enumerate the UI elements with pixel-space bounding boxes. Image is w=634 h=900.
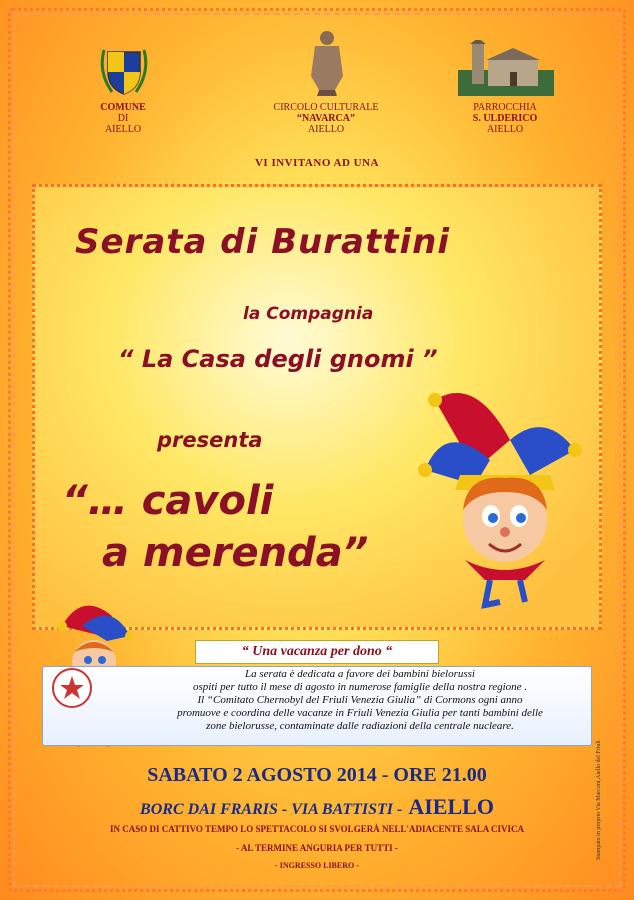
event-title: Serata di Burattini [75,222,450,262]
sponsor-comune [48,102,198,135]
comune-crest-icon [98,46,150,98]
roman-statue-icon [305,30,347,98]
sponsor-comune-line3: AIELLO [104,124,142,135]
presenta-label: presenta [157,428,263,452]
free-entry-note: - INGRESSO LIBERO - [275,861,359,870]
charity-line: zone bielorusse, contaminate dalle radiazioni della centrale nucleare. [206,720,514,732]
sponsor-comune-line2: DI [117,113,129,124]
sponsor-comune-line1: COMUNE [100,102,146,113]
printer-note: Stampato in proprio Via Marconi,Aiello del Friuli [596,740,602,860]
address-street: BORC DAI FRARIS - VIA BATTISTI - [140,801,403,818]
sponsor-parrocchia [430,102,580,135]
watermelon-note: - AL TERMINE ANGURIA PER TUTTI - [236,843,398,853]
sponsor-circolo [251,102,401,135]
bad-weather-note: IN CASO DI CATTIVO TEMPO LO SPETTACOLO SI SVOLGERÀ NELL'ADIACENTE SALA CIVICA [110,824,524,834]
company-label: la Compagnia [243,304,374,324]
sponsor-parrocchia-line2: S. ULDERICO [472,113,538,124]
star-icon [54,670,90,706]
sponsor-circolo-line3: AIELLO [307,124,345,135]
chernobyl-committee-stamp [52,668,92,708]
show-title-line1: “… cavoli [62,478,274,524]
invite-text: VI INVITANO AD UNA [254,157,379,169]
sponsor-parrocchia-line3: AIELLO [486,124,524,135]
jester-puppet-icon [405,380,590,610]
charity-line: La serata è dedicata a favore dei bambini bielorussi [245,668,475,680]
charity-line: Il “Comitato Chernobyl del Friuli Venezia Giulia” di Cormons ogni anno [197,694,523,706]
charity-text [140,668,580,733]
sponsor-circolo-line1: CIRCOLO CULTURALE [273,102,379,113]
church-icon [458,40,554,96]
event-address [0,794,634,820]
charity-title: “ Una vacanza per dono “ [195,640,439,664]
show-title-line2: a merenda” [102,530,369,576]
address-town: AIELLO [408,794,494,819]
event-date: SABATO 2 AGOSTO 2014 - ORE 21.00 [147,764,487,786]
charity-line: promuove e coordina delle vacanze in Friuli Venezia Giulia per tanti bambini delle [177,707,543,719]
company-name: “ La Casa degli gnomi ” [118,345,438,373]
sponsor-circolo-line2: “NAVARCA” [297,113,355,124]
charity-line: ospiti per tutto il mese di agosto in numerose famiglie della nostra regione . [192,681,528,693]
sponsor-parrocchia-line1: PARROCCHIA [473,102,537,113]
